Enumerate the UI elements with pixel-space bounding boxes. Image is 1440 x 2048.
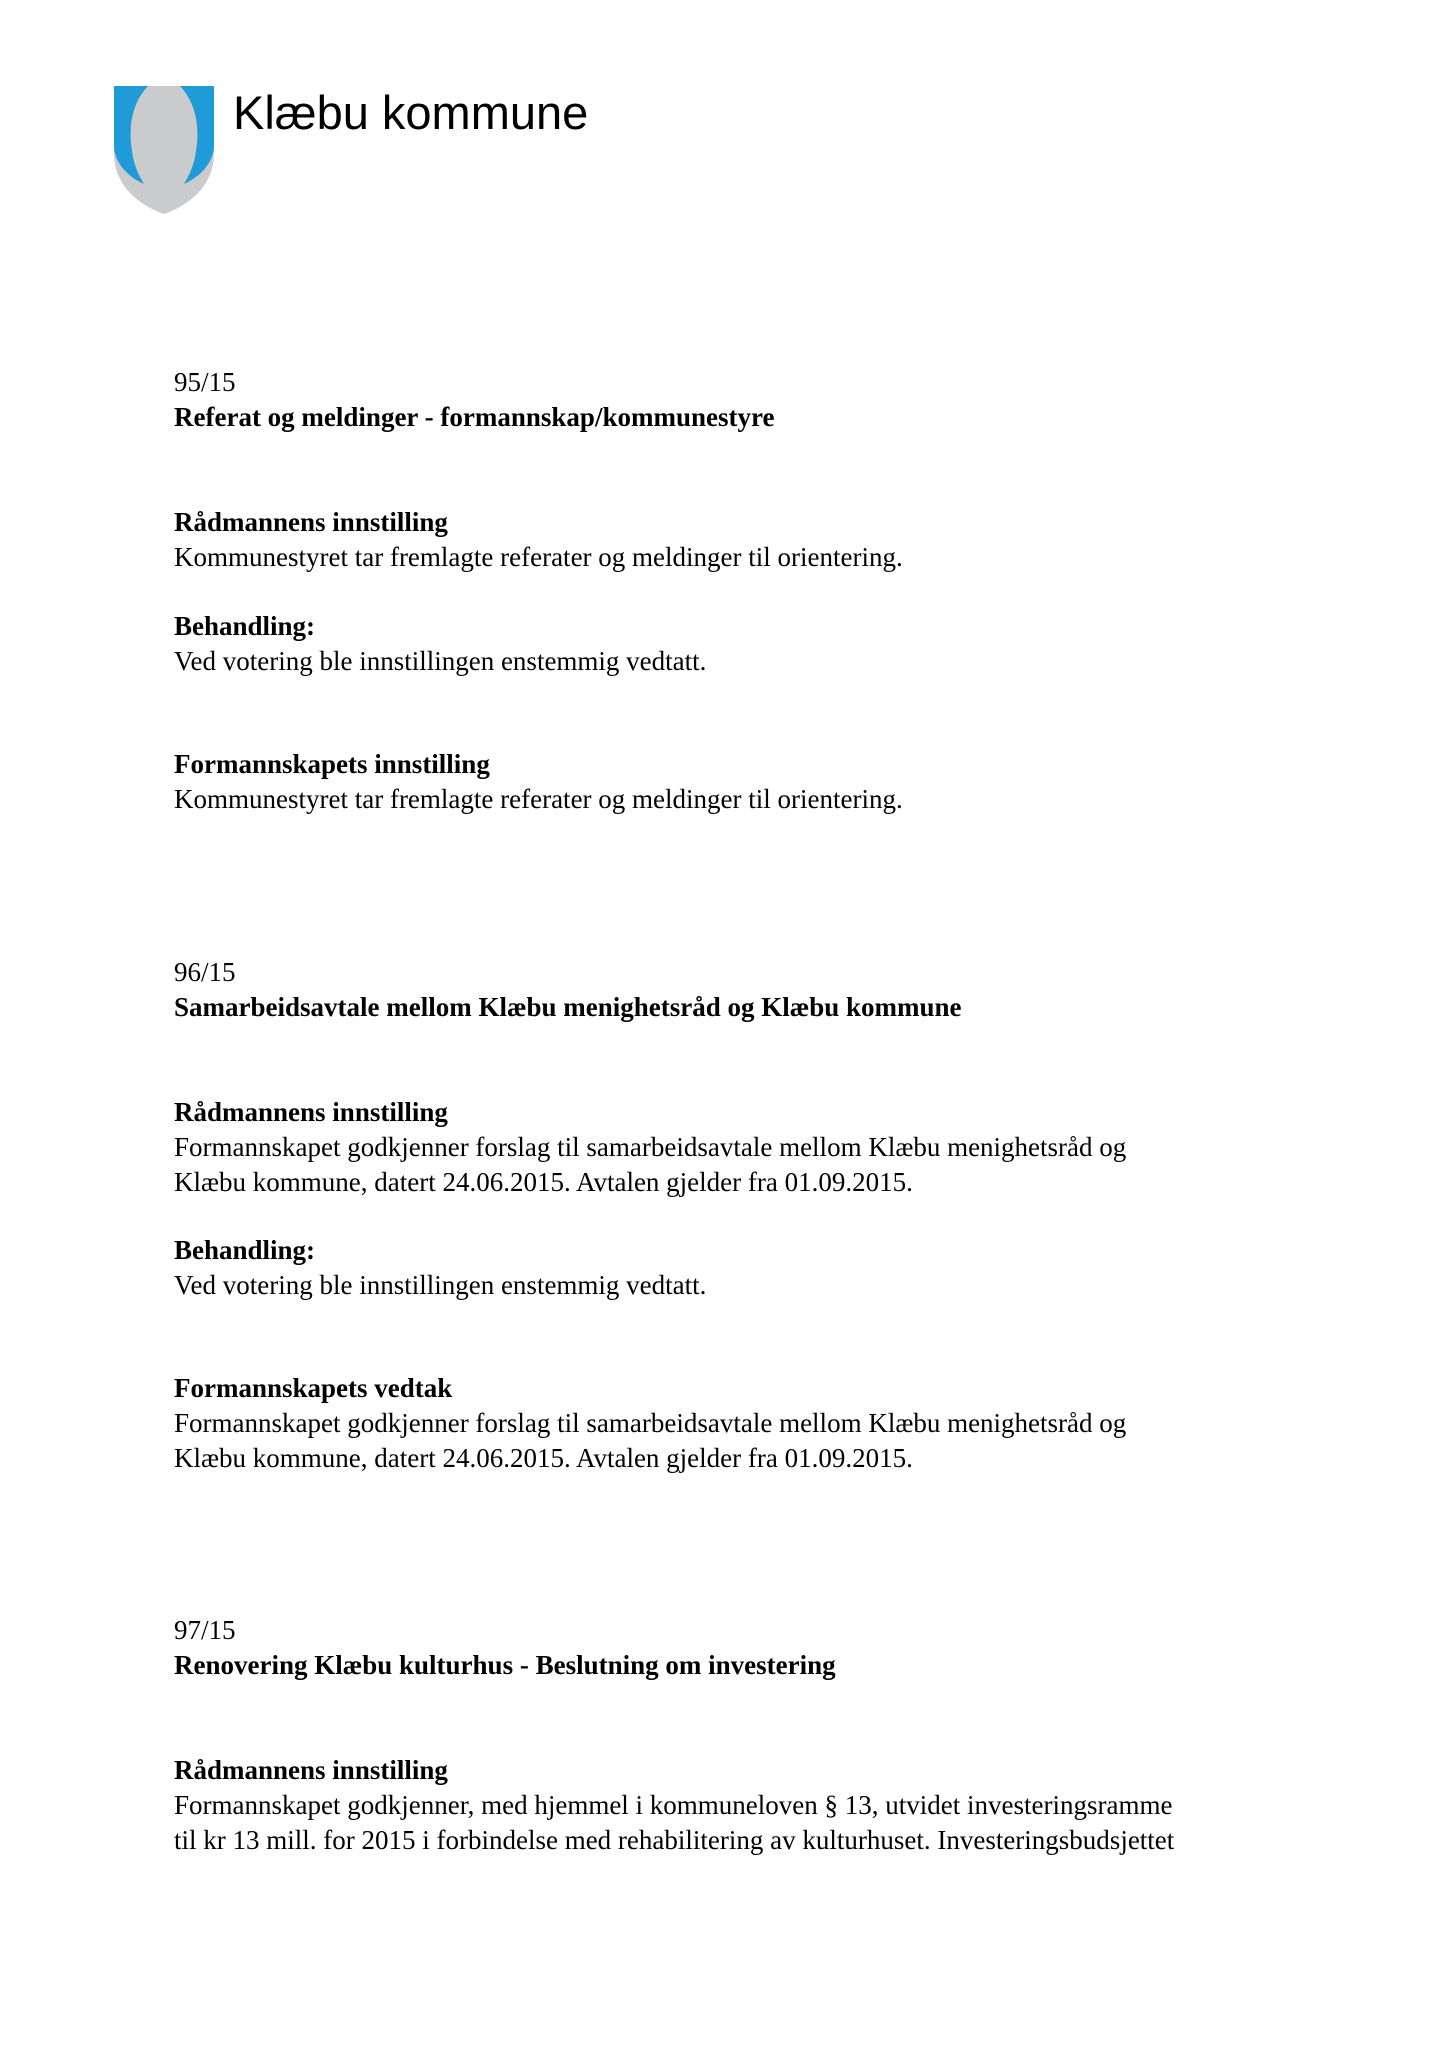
- case-title: Samarbeidsavtale mellom Klæbu menighetsråd og Klæbu kommune: [174, 992, 962, 1022]
- formannskapets-innstilling-section: [174, 747, 1284, 817]
- section-text-line: Ved votering ble innstillingen enstemmig vedtatt.: [174, 1270, 707, 1300]
- section-text-line: Klæbu kommune, datert 24.06.2015. Avtalen gjelder fra 01.09.2015.: [174, 1167, 913, 1197]
- case-title: Referat og meldinger - formannskap/kommunestyre: [174, 402, 775, 432]
- section-text-line: Klæbu kommune, datert 24.06.2015. Avtalen gjelder fra 01.09.2015.: [174, 1443, 913, 1473]
- document-header: [110, 85, 810, 225]
- section-text-line: Kommunestyret tar fremlagte referater og meldinger til orientering.: [174, 542, 903, 572]
- section-text-line: Formannskapet godkjenner forslag til samarbeidsavtale mellom Klæbu menighetsråd og: [174, 1408, 1127, 1438]
- behandling-section: [174, 609, 1284, 679]
- case-number: 96/15: [174, 957, 236, 987]
- section-heading: Behandling:: [174, 1235, 316, 1265]
- case-title: Renovering Klæbu kulturhus - Beslutning om investering: [174, 1650, 836, 1680]
- section-heading: Rådmannens innstilling: [174, 507, 448, 537]
- case-number: 95/15: [174, 367, 236, 397]
- rådmannens-innstilling-section: [174, 1095, 1284, 1200]
- section-heading: Rådmannens innstilling: [174, 1755, 448, 1785]
- case-95-15: [174, 365, 1284, 814]
- formannskapets-vedtak-section: [174, 1371, 1284, 1476]
- rådmannens-innstilling-section: [174, 505, 1284, 575]
- case-number: 97/15: [174, 1615, 236, 1645]
- case-97-15: [174, 1613, 1284, 1855]
- organization-name: Klæbu kommune: [233, 86, 589, 139]
- section-text-line: Formannskapet godkjenner, med hjemmel i kommuneloven § 13, utvidet investeringsramme: [174, 1790, 1173, 1820]
- section-heading: Formannskapets vedtak: [174, 1373, 453, 1403]
- section-text-line: Kommunestyret tar fremlagte referater og meldinger til orientering.: [174, 784, 903, 814]
- section-heading: Rådmannens innstilling: [174, 1097, 448, 1127]
- case-96-15: [174, 955, 1284, 1473]
- behandling-section: [174, 1233, 1284, 1303]
- section-heading: Behandling:: [174, 611, 316, 641]
- rådmannens-innstilling-section: [174, 1753, 1284, 1858]
- section-heading: Formannskapets innstilling: [174, 749, 490, 779]
- section-text-line: Formannskapet godkjenner forslag til samarbeidsavtale mellom Klæbu menighetsråd og: [174, 1132, 1127, 1162]
- section-text-line: Ved votering ble innstillingen enstemmig vedtatt.: [174, 646, 707, 676]
- municipality-coat-of-arms-icon: [110, 85, 220, 215]
- section-text-line: til kr 13 mill. for 2015 i forbindelse med rehabilitering av kulturhuset. Investeringsbudsjettet: [174, 1825, 1175, 1855]
